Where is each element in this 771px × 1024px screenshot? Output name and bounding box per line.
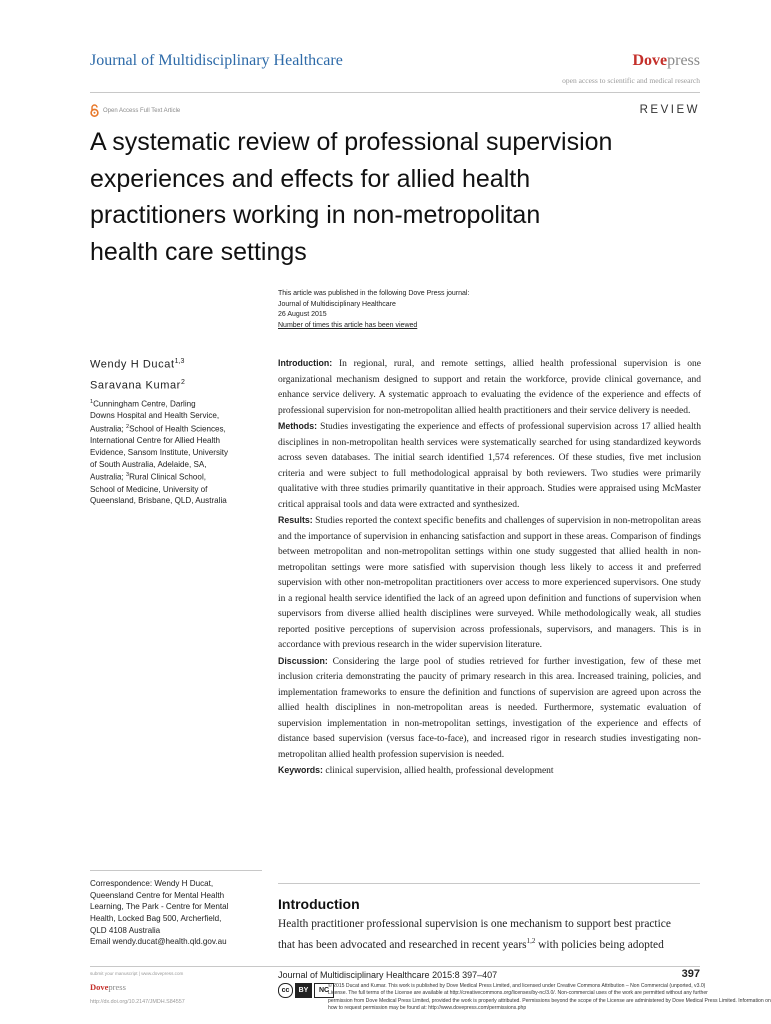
- affiliation-sup: 3: [126, 472, 130, 479]
- abstract-keywords: [278, 763, 701, 780]
- abstract-discussion: [278, 654, 701, 764]
- affiliation-line: [90, 397, 268, 410]
- license-line: © 2015 Ducat and Kumar. This work is published by Dove Medical Press Limited, and licensed under Creative Commons Attribution – Non Commercial (unported, v3.0): [328, 983, 706, 989]
- correspondence: [90, 878, 268, 948]
- affiliation-sup: 1: [90, 399, 94, 405]
- affiliation-line: [90, 422, 268, 435]
- affiliation-line: [90, 410, 268, 422]
- title-line: practitioners working in non-metropolitan: [90, 201, 541, 229]
- title-line: A systematic review of professional supervision: [90, 128, 613, 156]
- affiliation-text: Australia;: [90, 424, 126, 434]
- abstract-methods: [278, 419, 701, 513]
- affiliation-line: [90, 459, 268, 471]
- license-line: permission from Dove Medical Press Limited, provided the work is properly attributed. Permissions beyond the scope of the License are administered by Dove Medical Press Limited. Information on: [328, 997, 771, 1004]
- header-divider: [90, 92, 700, 93]
- affiliation-text: of South Australia, Adelaide, SA,: [90, 459, 207, 469]
- author: [90, 374, 185, 395]
- journal-title: Journal of Multidisciplinary Healthcare: [90, 52, 343, 69]
- abstract-text: Studies investigating the experience and effects of professional supervision across 17 allied health disciplines in non-metropolitan health services were systematically searched for using standardized keywords across seven databases. The initial search identified 1,574 references. Of these studies, five met inclusion criteria and were subject to full methodological appraisal by both reviewers. Two studies were primarily qualitative with three studies primarily quantitative in their approach. Studies were appraised using McMaster critical appraisal tools and data were extracted and synthesized.: [278, 422, 701, 510]
- article-title: [90, 124, 700, 270]
- correspondence-line: Learning, The Park - Centre for Mental: [90, 902, 229, 912]
- pubinfo-date: 26 August 2015: [278, 311, 327, 318]
- brand-dove: Dove: [632, 52, 668, 69]
- abstract-label: Introduction:: [278, 358, 333, 368]
- affiliations: [90, 397, 268, 507]
- title-line: health care settings: [90, 237, 307, 266]
- cc-icon: cc: [278, 983, 293, 998]
- author-name: Wendy H Ducat: [90, 358, 175, 371]
- correspondence-email[interactable]: Email wendy.ducat@health.qld.gov.au: [90, 937, 227, 947]
- doi-link[interactable]: http://dx.doi.org/10.2147/JMDH.S84557: [90, 999, 185, 1005]
- introduction-heading: Introduction: [278, 896, 360, 912]
- submit-manuscript-link[interactable]: submit your manuscript | www.dovepress.com: [90, 971, 184, 976]
- introduction-line: [278, 933, 701, 954]
- abstract-text: In regional, rural, and remote settings, allied health professional supervision is one organizational mechanism designed to support and retain the workforce, provide clinical governance, and enhance service delivery. A systematic approach to evaluating the evidence of the experience and effects of professional supervision for non-metropolitan allied health practitioners and their service delivery is needed.: [278, 359, 701, 416]
- author-list: [90, 353, 185, 394]
- correspondence-line: QLD 4108 Australia: [90, 925, 161, 935]
- affiliation-sup: 2: [126, 424, 130, 430]
- citation-sup[interactable]: 1,2: [526, 937, 536, 945]
- affiliation-text: Downs Hospital and Health Service,: [90, 411, 220, 421]
- pubinfo-journal: Journal of Multidisciplinary Healthcare: [278, 300, 396, 308]
- abstract-text: clinical supervision, allied health, professional development: [322, 766, 554, 776]
- page-number: 397: [681, 968, 700, 980]
- affiliation-text: Rural Clinical School,: [129, 473, 206, 482]
- correspondence-divider: [90, 870, 262, 871]
- affiliation-text: School of Health Sciences,: [129, 424, 226, 434]
- footer-dovepress-logo[interactable]: [90, 982, 126, 992]
- creative-commons-badge[interactable]: [278, 983, 334, 998]
- publication-info: [278, 289, 469, 331]
- author: [90, 353, 185, 374]
- open-access-lock-icon: [90, 104, 99, 117]
- license-line: License. The full terms of the License are available at http://creativecommons.org/licenses/by-nc/3.0/. Non-commercial uses of the work are permitted without any further: [328, 990, 708, 997]
- introduction-body: [278, 916, 701, 954]
- license-text: [328, 983, 771, 1013]
- abstract-introduction: [278, 356, 701, 419]
- abstract-label: Methods:: [278, 421, 318, 431]
- cc-nc-icon: NC: [314, 983, 334, 998]
- brand-dove: Dove: [90, 982, 109, 992]
- abstract-text: Studies reported the context specific benefits and challenges of supervision in non-metropolitan areas and the importance of supervision in enhancing satisfaction and support in these areas. Comparison of findings between metropolitan and non-metropolitan settings within one study suggested that allied health in non-metropolitan settings were more satisfied with supervision though less likely to access it and preferred supervision with other non-metropolitan practitioners over access to more experienced supervisors. One study in a regional health service identified the lack of an agreed upon definition and functions of supervision when supervisors from diverse allied health disciplines were surveyed. While methodologically weak, all studies reported positive perceptions of supervision across professionals, supervisors, and managers. This is in accordance with previous research in the wider supervision literature.: [278, 516, 701, 650]
- brand-press: press: [667, 52, 700, 69]
- introduction-text: that has been advocated and researched in recent years: [278, 938, 527, 951]
- affiliation-line: [90, 470, 268, 483]
- affiliation-text: Evidence, Sansom Institute, University: [90, 448, 229, 457]
- affiliation-line: [90, 495, 268, 507]
- footer-divider: [90, 966, 700, 967]
- abstract: [278, 356, 701, 780]
- abstract-divider: [278, 883, 700, 884]
- abstract-label: Discussion:: [278, 655, 328, 666]
- view-count-link[interactable]: Number of times this article has been viewed: [278, 321, 418, 329]
- abstract-results: [278, 513, 701, 654]
- correspondence-line: Health, Locked Bag 500, Archerfield,: [90, 913, 222, 923]
- author-affil-sup: 2: [180, 378, 185, 386]
- author-name: Saravana Kumar: [90, 379, 181, 392]
- correspondence-line: Queensland Centre for Mental Health: [90, 890, 225, 900]
- affiliation-text: International Centre for Allied Health: [90, 436, 221, 446]
- affiliation-text: Cunningham Centre, Darling: [93, 399, 196, 409]
- brand-tagline: open access to scientific and medical research: [562, 76, 700, 85]
- author-affil-sup: 1,3: [174, 358, 185, 365]
- affiliation-text: School of Medicine, University of: [90, 484, 208, 494]
- section-label: REVIEW: [639, 104, 700, 116]
- cc-by-icon: BY: [295, 983, 312, 998]
- abstract-label: Results:: [278, 515, 313, 525]
- dovepress-logo[interactable]: [632, 52, 700, 70]
- brand-press: press: [108, 982, 126, 992]
- journal-citation: Journal of Multidisciplinary Healthcare 2015:8 397–407: [278, 970, 498, 980]
- introduction-line: Health practitioner professional supervision is one mechanism to support best practice: [278, 918, 671, 930]
- affiliation-line: [90, 447, 268, 459]
- affiliation-text: Australia;: [90, 473, 126, 482]
- affiliation-line: [90, 435, 268, 447]
- open-access-badge: [90, 104, 180, 117]
- abstract-text: Considering the large pool of studies retrieved for further investigation, few of these met inclusion criteria demonstrating the paucity of primary research in this area. Increased training, policies, and implementation frameworks to ensure the definition and functions of supervision are agreed upon across the allied health disciplines in non-metropolitan areas is needed. Furthermore, systematic evaluation of supervision implementation in non-metropolitan settings, investigation of the experience and effects of distance based supervision (versus face-to-face), and increased rigor in research studies investigating non-metropolitan allied health profession supervision is needed.: [278, 656, 701, 760]
- abstract-label: Keywords:: [278, 765, 323, 775]
- affiliation-text: Queensland, Brisbane, QLD, Australia: [90, 496, 227, 506]
- correspondence-line: Correspondence: Wendy H Ducat,: [90, 879, 214, 888]
- affiliation-line: [90, 484, 268, 496]
- license-line: how to request permission may be found at: http://www.dovepress.com/permissions.php: [328, 1005, 527, 1012]
- pubinfo-line: This article was published in the following Dove Press journal:: [278, 290, 470, 297]
- title-line: experiences and effects for allied health: [90, 164, 531, 193]
- introduction-text: with policies being adopted: [535, 938, 664, 951]
- open-access-label: Open Access Full Text Article: [103, 107, 181, 114]
